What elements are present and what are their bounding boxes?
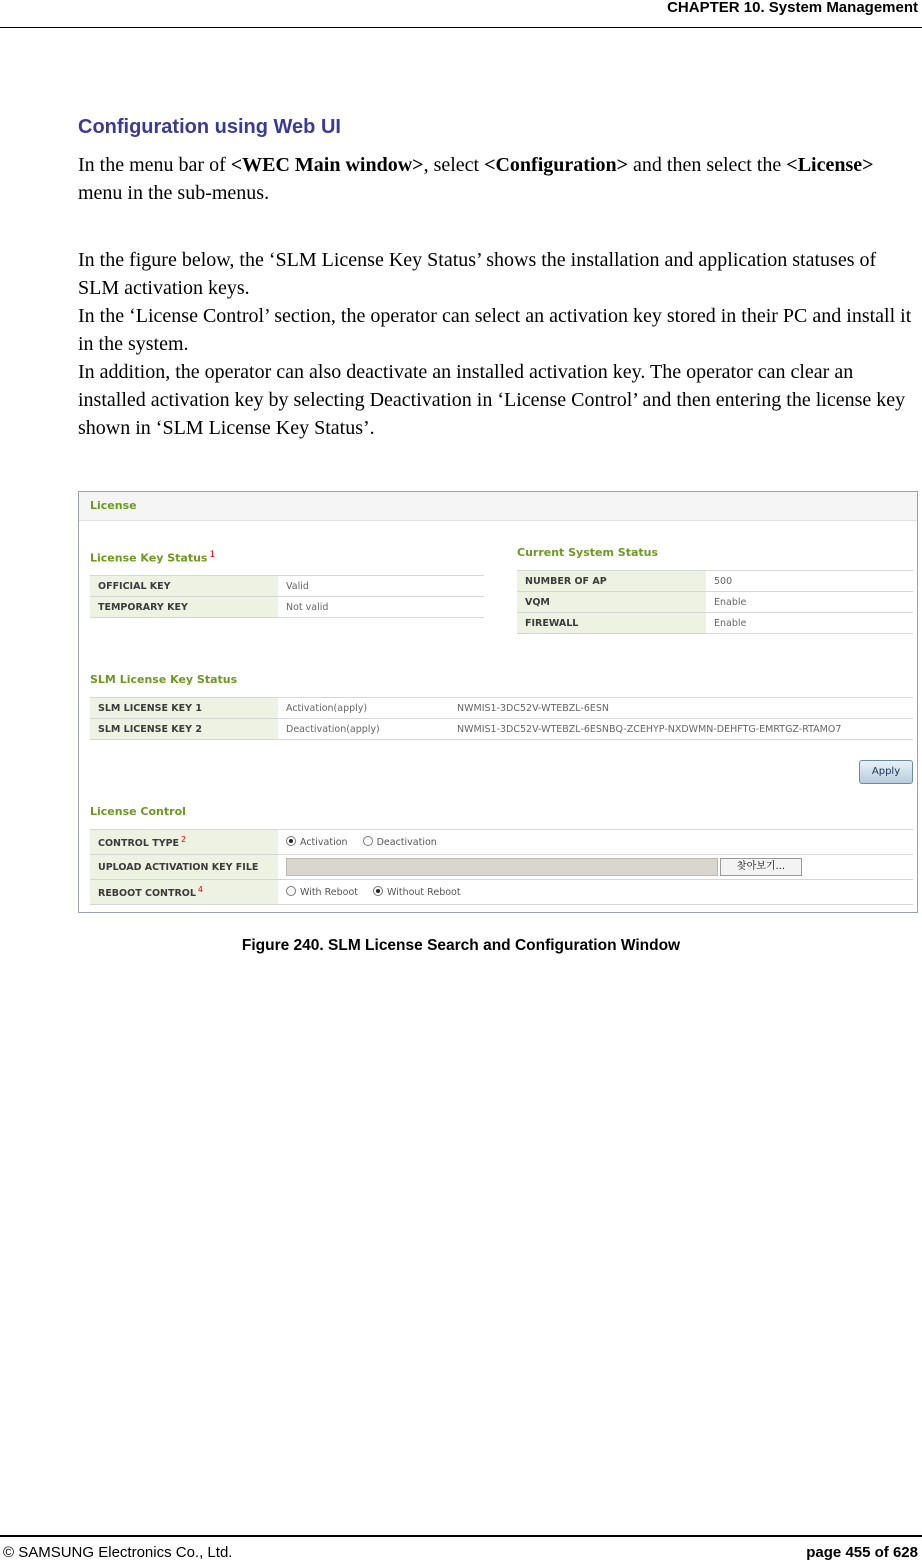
license-page-title: License <box>90 499 137 512</box>
slm-key-2-label: SLM LICENSE KEY 2 <box>90 719 278 740</box>
license-screenshot <box>78 491 918 913</box>
slm-key-2-value: NWMIS1-3DC52V-WTEBZL-6ESNBQ-ZCEHYP-NXDWMN-DEHFTG-EMRTGZ-RTAMO7 <box>449 719 913 740</box>
figure-caption: Figure 240. SLM License Search and Configuration Window <box>241 937 681 954</box>
section-title: Configuration using Web UI <box>78 116 341 138</box>
temporary-key-label: TEMPORARY KEY <box>90 597 278 618</box>
intro-bold-license: <License> <box>786 154 874 176</box>
activation-radio-icon[interactable] <box>286 836 296 846</box>
page-footer <box>0 1535 922 1567</box>
vqm-label: VQM <box>517 592 706 613</box>
page-number: page 455 of 628 <box>806 1544 918 1561</box>
chapter-title: CHAPTER 10. System Management <box>667 0 918 16</box>
without-reboot-radio-icon[interactable] <box>373 886 383 896</box>
control-type-options <box>278 830 913 855</box>
license-control-table <box>90 829 913 905</box>
deactivation-radio-option[interactable] <box>363 837 437 848</box>
reboot-control-options <box>278 880 913 905</box>
firewall-label: FIREWALL <box>517 613 706 634</box>
number-of-ap-value: 500 <box>706 571 913 592</box>
slm-key-1-state: Activation(apply) <box>278 698 449 719</box>
browse-button[interactable]: 찾아보기... <box>720 858 802 876</box>
official-key-label: OFFICIAL KEY <box>90 576 278 597</box>
activation-radio-option[interactable] <box>286 837 348 848</box>
firewall-value: Enable <box>706 613 913 634</box>
table-row <box>90 576 484 597</box>
table-row <box>90 597 484 618</box>
intro-paragraph <box>78 151 918 207</box>
upload-key-file-cell <box>278 855 913 880</box>
license-title-bar <box>79 492 917 521</box>
table-row <box>90 698 913 719</box>
with-reboot-radio-label: With Reboot <box>300 887 358 898</box>
page-header <box>0 0 922 28</box>
table-row <box>90 855 913 880</box>
control-type-label <box>90 830 278 855</box>
intro-text-2: , select <box>423 154 485 176</box>
license-key-status-table <box>90 575 484 618</box>
description-line-1: In the figure below, the ‘SLM License Key Status’ shows the installation and application statuses of SLM activation keys. <box>78 249 877 299</box>
activation-radio-label: Activation <box>300 837 348 848</box>
license-control-title: License Control <box>90 805 186 818</box>
intro-text-3: and then select the <box>628 154 787 176</box>
description-block <box>78 246 918 442</box>
without-reboot-radio-option[interactable] <box>373 887 461 898</box>
apply-button[interactable]: Apply <box>859 760 913 784</box>
marker-4: 4 <box>197 884 204 894</box>
intro-bold-main-window: <WEC Main window> <box>230 154 424 176</box>
temporary-key-value: Not valid <box>278 597 484 618</box>
table-row <box>90 880 913 905</box>
reboot-control-label <box>90 880 278 905</box>
table-row <box>517 571 913 592</box>
current-system-status-title: Current System Status <box>517 546 659 559</box>
number-of-ap-label: NUMBER OF AP <box>517 571 706 592</box>
with-reboot-radio-option[interactable] <box>286 887 358 898</box>
copyright-text: © SAMSUNG Electronics Co., Ltd. <box>3 1544 233 1561</box>
license-key-status-label: License Key Status <box>90 551 208 565</box>
control-type-text: CONTROL TYPE <box>98 838 180 850</box>
official-key-value: Valid <box>278 576 484 597</box>
upload-key-file-label: UPLOAD ACTIVATION KEY FILE <box>90 855 278 880</box>
slm-license-key-status-title: SLM License Key Status <box>90 673 238 686</box>
table-row <box>517 592 913 613</box>
description-line-2: In the ‘License Control’ section, the operator can select an activation key stored in their PC and install it in the system. <box>78 305 912 355</box>
intro-text-4: menu in the sub-menus. <box>78 182 270 204</box>
with-reboot-radio-icon[interactable] <box>286 886 296 896</box>
table-row <box>90 830 913 855</box>
slm-key-2-state: Deactivation(apply) <box>278 719 449 740</box>
slm-key-1-label: SLM LICENSE KEY 1 <box>90 698 278 719</box>
reboot-control-text: REBOOT CONTROL <box>98 888 196 900</box>
slm-license-key-status-table <box>90 697 913 740</box>
deactivation-radio-icon[interactable] <box>363 836 373 846</box>
description-line-3: In addition, the operator can also deactivate an installed activation key. The operator can clear an installed activation key by selecting Deactivation in ‘License Control’ and then entering the license key shown in ‘SLM License Key Status’. <box>78 361 906 439</box>
without-reboot-radio-label: Without Reboot <box>387 887 461 898</box>
vqm-value: Enable <box>706 592 913 613</box>
deactivation-radio-label: Deactivation <box>376 837 437 848</box>
key-file-input[interactable] <box>286 858 718 876</box>
marker-1: 1 <box>209 550 216 560</box>
license-key-status-title <box>90 550 215 565</box>
table-row <box>517 613 913 634</box>
current-system-status-table <box>517 570 913 634</box>
table-row <box>90 719 913 740</box>
intro-text-1: In the menu bar of <box>78 154 231 176</box>
marker-2: 2 <box>181 834 187 844</box>
slm-key-1-value: NWMIS1-3DC52V-WTEBZL-6ESN <box>449 698 913 719</box>
intro-bold-configuration: <Configuration> <box>484 154 629 176</box>
